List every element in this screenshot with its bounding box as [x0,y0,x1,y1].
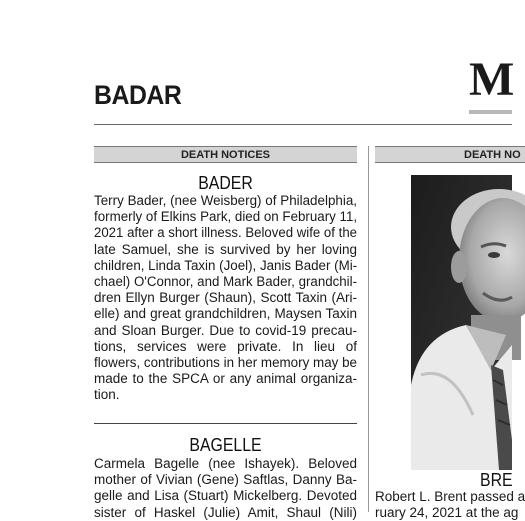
notice-name-bader: BADER [198,173,253,193]
column-divider [368,146,369,512]
notice-line: formerly of Elkins Park, died on February 11, [94,209,358,225]
page-surname-heading: BADAR [94,80,182,110]
notice-line: tions, services were private. In lieu of [94,338,357,354]
notice-line: Terry Bader, (nee Weisberg) of Philadelphia, [94,193,358,208]
header-rule [94,124,512,125]
notice-line: dren Ellyn Burger (Shaun), Scott Taxin (Ari- [94,290,357,306]
notice-body-brent [375,489,525,521]
notice-line: elle) and great grandchildren, Maysen Taxin [94,306,357,322]
portrait-photo [411,175,512,470]
notice-line: tion. [94,387,120,403]
notice-name-brent: BRE [480,470,513,490]
notice-line: sister of Haskel (Julie) Amit, Shaul (Nili) [94,504,357,520]
notice-name-bagelle: BAGELLE [189,435,262,455]
notice-line: children, Linda Taxin (Joel), Janis Bader (Mi- [94,257,358,273]
notice-line: late Samuel, she is survived by her loving [94,241,357,257]
portrait-photo-graphic [411,175,512,470]
notice-line: gelle and Lisa (Stuart) Mickelberg. Devoted [94,488,357,504]
masthead-underline [469,110,512,114]
notice-line: and Sloan Burger. Due to covid-19 precau- [94,322,357,338]
notice-line: Robert L. Brent passed a [375,489,525,504]
notice-line: chael) O'Connor, and Mark Bader, grandchil- [94,274,357,290]
notice-line: made to the SPCA or any animal organiza- [94,371,357,387]
section-bar-death-notices-left: DEATH NOTICES [94,146,357,163]
notice-line: 2021 after a short illness. Beloved wife of the [94,225,358,241]
notice-line: ruary 24, 2021 at the ag [375,505,519,521]
section-bar-death-notices-right: DEATH NO [375,146,525,163]
notice-line: flowers, contributions in her memory may be [94,355,358,371]
notice-separator-rule [94,423,357,424]
notice-body-bader [94,193,357,404]
masthead-letter: M [469,53,515,106]
notice-body-bagelle [94,456,357,521]
notice-line: mother of Vivian (Gene) Saftlas, Danny Ba- [94,472,357,488]
notice-line: Carmela Bagelle (nee Ishayek). Beloved [94,456,357,471]
